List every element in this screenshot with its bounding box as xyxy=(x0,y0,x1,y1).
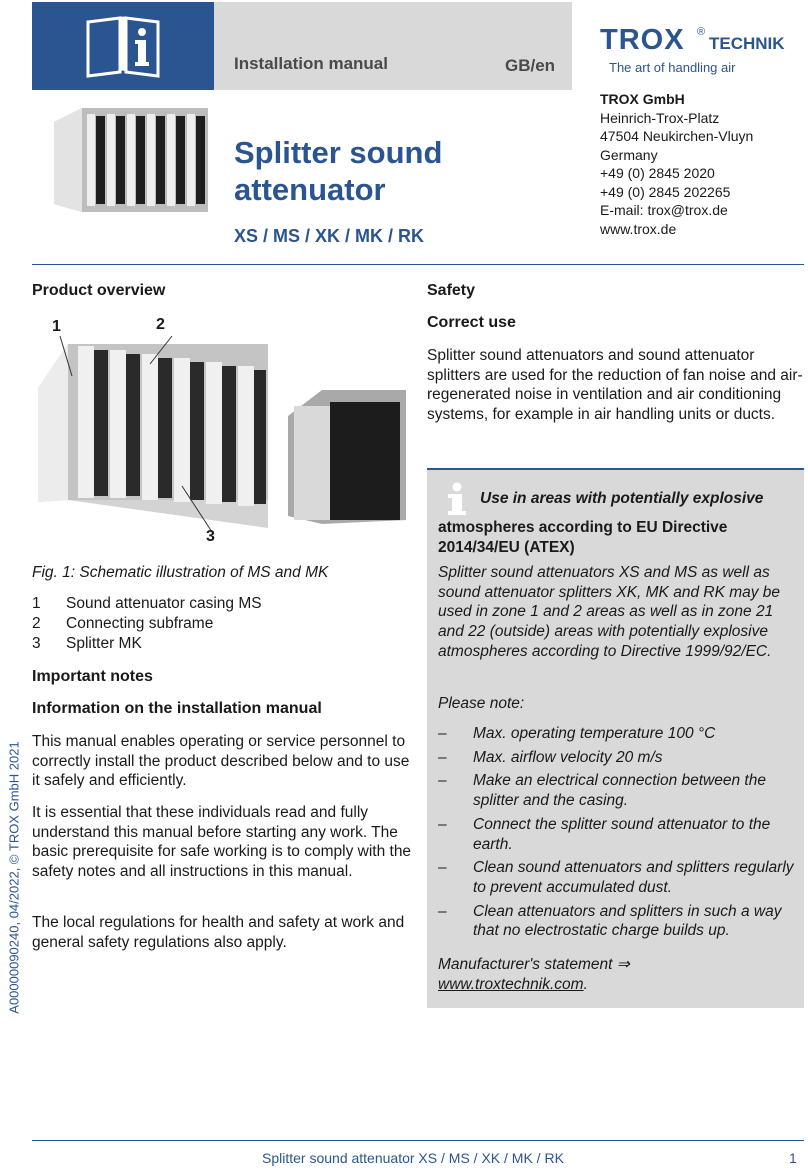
document-title xyxy=(234,134,442,208)
product-overview-heading: Product overview xyxy=(32,282,166,299)
brand-tagline: The art of handling air xyxy=(609,60,736,75)
manufacturer-statement xyxy=(438,955,800,994)
info-icon xyxy=(444,482,470,516)
manual-info-badge xyxy=(32,2,214,90)
legend-number: 2 xyxy=(32,615,41,632)
atex-requirements-list xyxy=(438,724,798,945)
safety-heading: Safety xyxy=(427,282,476,299)
page-number: 1 xyxy=(789,1150,797,1166)
correct-use-heading: Correct use xyxy=(427,314,516,331)
legend-item xyxy=(32,634,262,654)
list-item: – Make an electrical connection between the splitter and the casing. xyxy=(438,772,766,810)
address-email: E-mail: trox@trox.de xyxy=(600,202,728,218)
model-list: XS / MS / XK / MK / RK xyxy=(234,226,425,246)
footer-title: Splitter sound attenuator XS / MS / XK / MK / RK xyxy=(262,1150,564,1166)
figure-schematic xyxy=(32,316,420,548)
atex-heading-line-2: atmospheres according to EU Directive xyxy=(438,519,728,536)
list-item: – Max. operating temperature 100 °C xyxy=(438,725,716,742)
legend-text: Sound attenuator casing MS xyxy=(66,595,262,612)
title-line-2: attenuator xyxy=(234,172,386,207)
list-item-text: Max. operating temperature 100 °C xyxy=(473,725,716,742)
please-note: Please note: xyxy=(438,695,525,712)
link-period: . xyxy=(583,975,588,993)
manual-info-icon xyxy=(82,12,164,78)
atex-heading xyxy=(438,518,727,558)
header-divider xyxy=(32,264,804,265)
company-address xyxy=(600,90,753,238)
list-item: – Connect the splitter sound attenuator to the earth. xyxy=(438,815,771,853)
list-item: – Clean attenuators and splitters in such a way that no electrostatic charge builds up. xyxy=(438,902,782,940)
address-street: Heinrich-Trox-Platz xyxy=(600,109,720,126)
header-bar xyxy=(214,2,572,90)
list-item-text: Clean sound attenuators and splitters regularly to prevent accumulated dust. xyxy=(473,859,794,896)
title-line-1: Splitter sound xyxy=(234,135,443,170)
legend-item xyxy=(32,614,262,634)
correct-use-text: Splitter sound attenuators and sound attenuator splitters are used for the reduction of fan noise and air-regenerated noise in ventilation and air conditioning systems, for example in air handling units or ducts. xyxy=(427,347,803,423)
address-country: Germany xyxy=(600,146,658,163)
figure-caption: Fig. 1: Schematic illustration of MS and MK xyxy=(32,564,329,581)
brand-suffix: TECHNIK xyxy=(709,34,785,53)
figure-label-3: 3 xyxy=(206,528,215,545)
paragraph: The local regulations for health and safety at work and general safety regulations also apply. xyxy=(32,914,405,951)
address-phone: +49 (0) 2845 2020 xyxy=(600,165,715,181)
figure-label-2: 2 xyxy=(156,316,165,333)
legend-text: Splitter MK xyxy=(66,635,142,652)
list-item-text: Max. airflow velocity 20 m/s xyxy=(473,748,663,766)
important-notes-heading: Important notes xyxy=(32,668,153,685)
address-city: 47504 Neukirchen-Vluyn xyxy=(600,128,754,144)
info-manual-heading: Information on the installation manual xyxy=(32,700,322,717)
legend-number: 1 xyxy=(32,595,41,612)
footer-divider xyxy=(32,1140,804,1141)
address-fax: +49 (0) 2845 202265 xyxy=(600,183,731,200)
atex-heading-line-3: 2014/34/EU (ATEX) xyxy=(438,539,575,556)
address-web: www.trox.de xyxy=(600,220,677,237)
list-item-text: Connect the splitter sound attenuator to the earth. xyxy=(473,815,771,853)
document-number: A00000090240, 04/2022, © TROX GmbH 2021 xyxy=(6,741,22,1014)
brand-registered-mark: ® xyxy=(697,26,706,38)
list-item-text: Clean attenuators and splitters in such a way that no electrostatic charge builds up. xyxy=(473,902,782,940)
manufacturer-label: Manufacturer's statement ⇒ xyxy=(438,956,630,973)
figure-label-1: 1 xyxy=(52,318,61,335)
list-item-text: Make an electrical connection between the splitter and the casing. xyxy=(473,772,766,810)
legend-text: Connecting subframe xyxy=(66,615,214,632)
language-code: GB/en xyxy=(505,56,556,75)
atex-heading-line-1: Use in areas with potentially explosive xyxy=(480,490,764,507)
figure-legend xyxy=(32,594,262,654)
brand-logo: TROX xyxy=(600,24,685,56)
legend-number: 3 xyxy=(32,635,41,652)
manual-type: Installation manual xyxy=(234,54,388,73)
list-item: – Max. airflow velocity 20 m/s xyxy=(438,748,663,766)
company-name: TROX GmbH xyxy=(600,91,685,107)
product-photo-attenuator xyxy=(52,104,210,216)
legend-item xyxy=(32,594,262,614)
paragraph: This manual enables operating or service personnel to correctly install the product described below and to use it safely and efficiently. xyxy=(32,733,410,790)
paragraph: It is essential that these individuals read and fully understand this manual before starting any work. The basic prerequisite for safe working is to comply with the safety notes and all instructions in this manual. xyxy=(32,804,412,880)
list-item: – Clean sound attenuators and splitters regularly to prevent accumulated dust. xyxy=(438,859,794,896)
manufacturer-link[interactable]: www.troxtechnik.com xyxy=(438,975,584,993)
atex-intro: Splitter sound attenuators XS and MS as well as sound attenuator splitters XK, MK and RK may be used in zone 1 and 2 areas as well as in zone 21 and 22 (outside) areas with potentially explosive atmospheres according to Directive 1999/92/EC. xyxy=(438,564,781,660)
